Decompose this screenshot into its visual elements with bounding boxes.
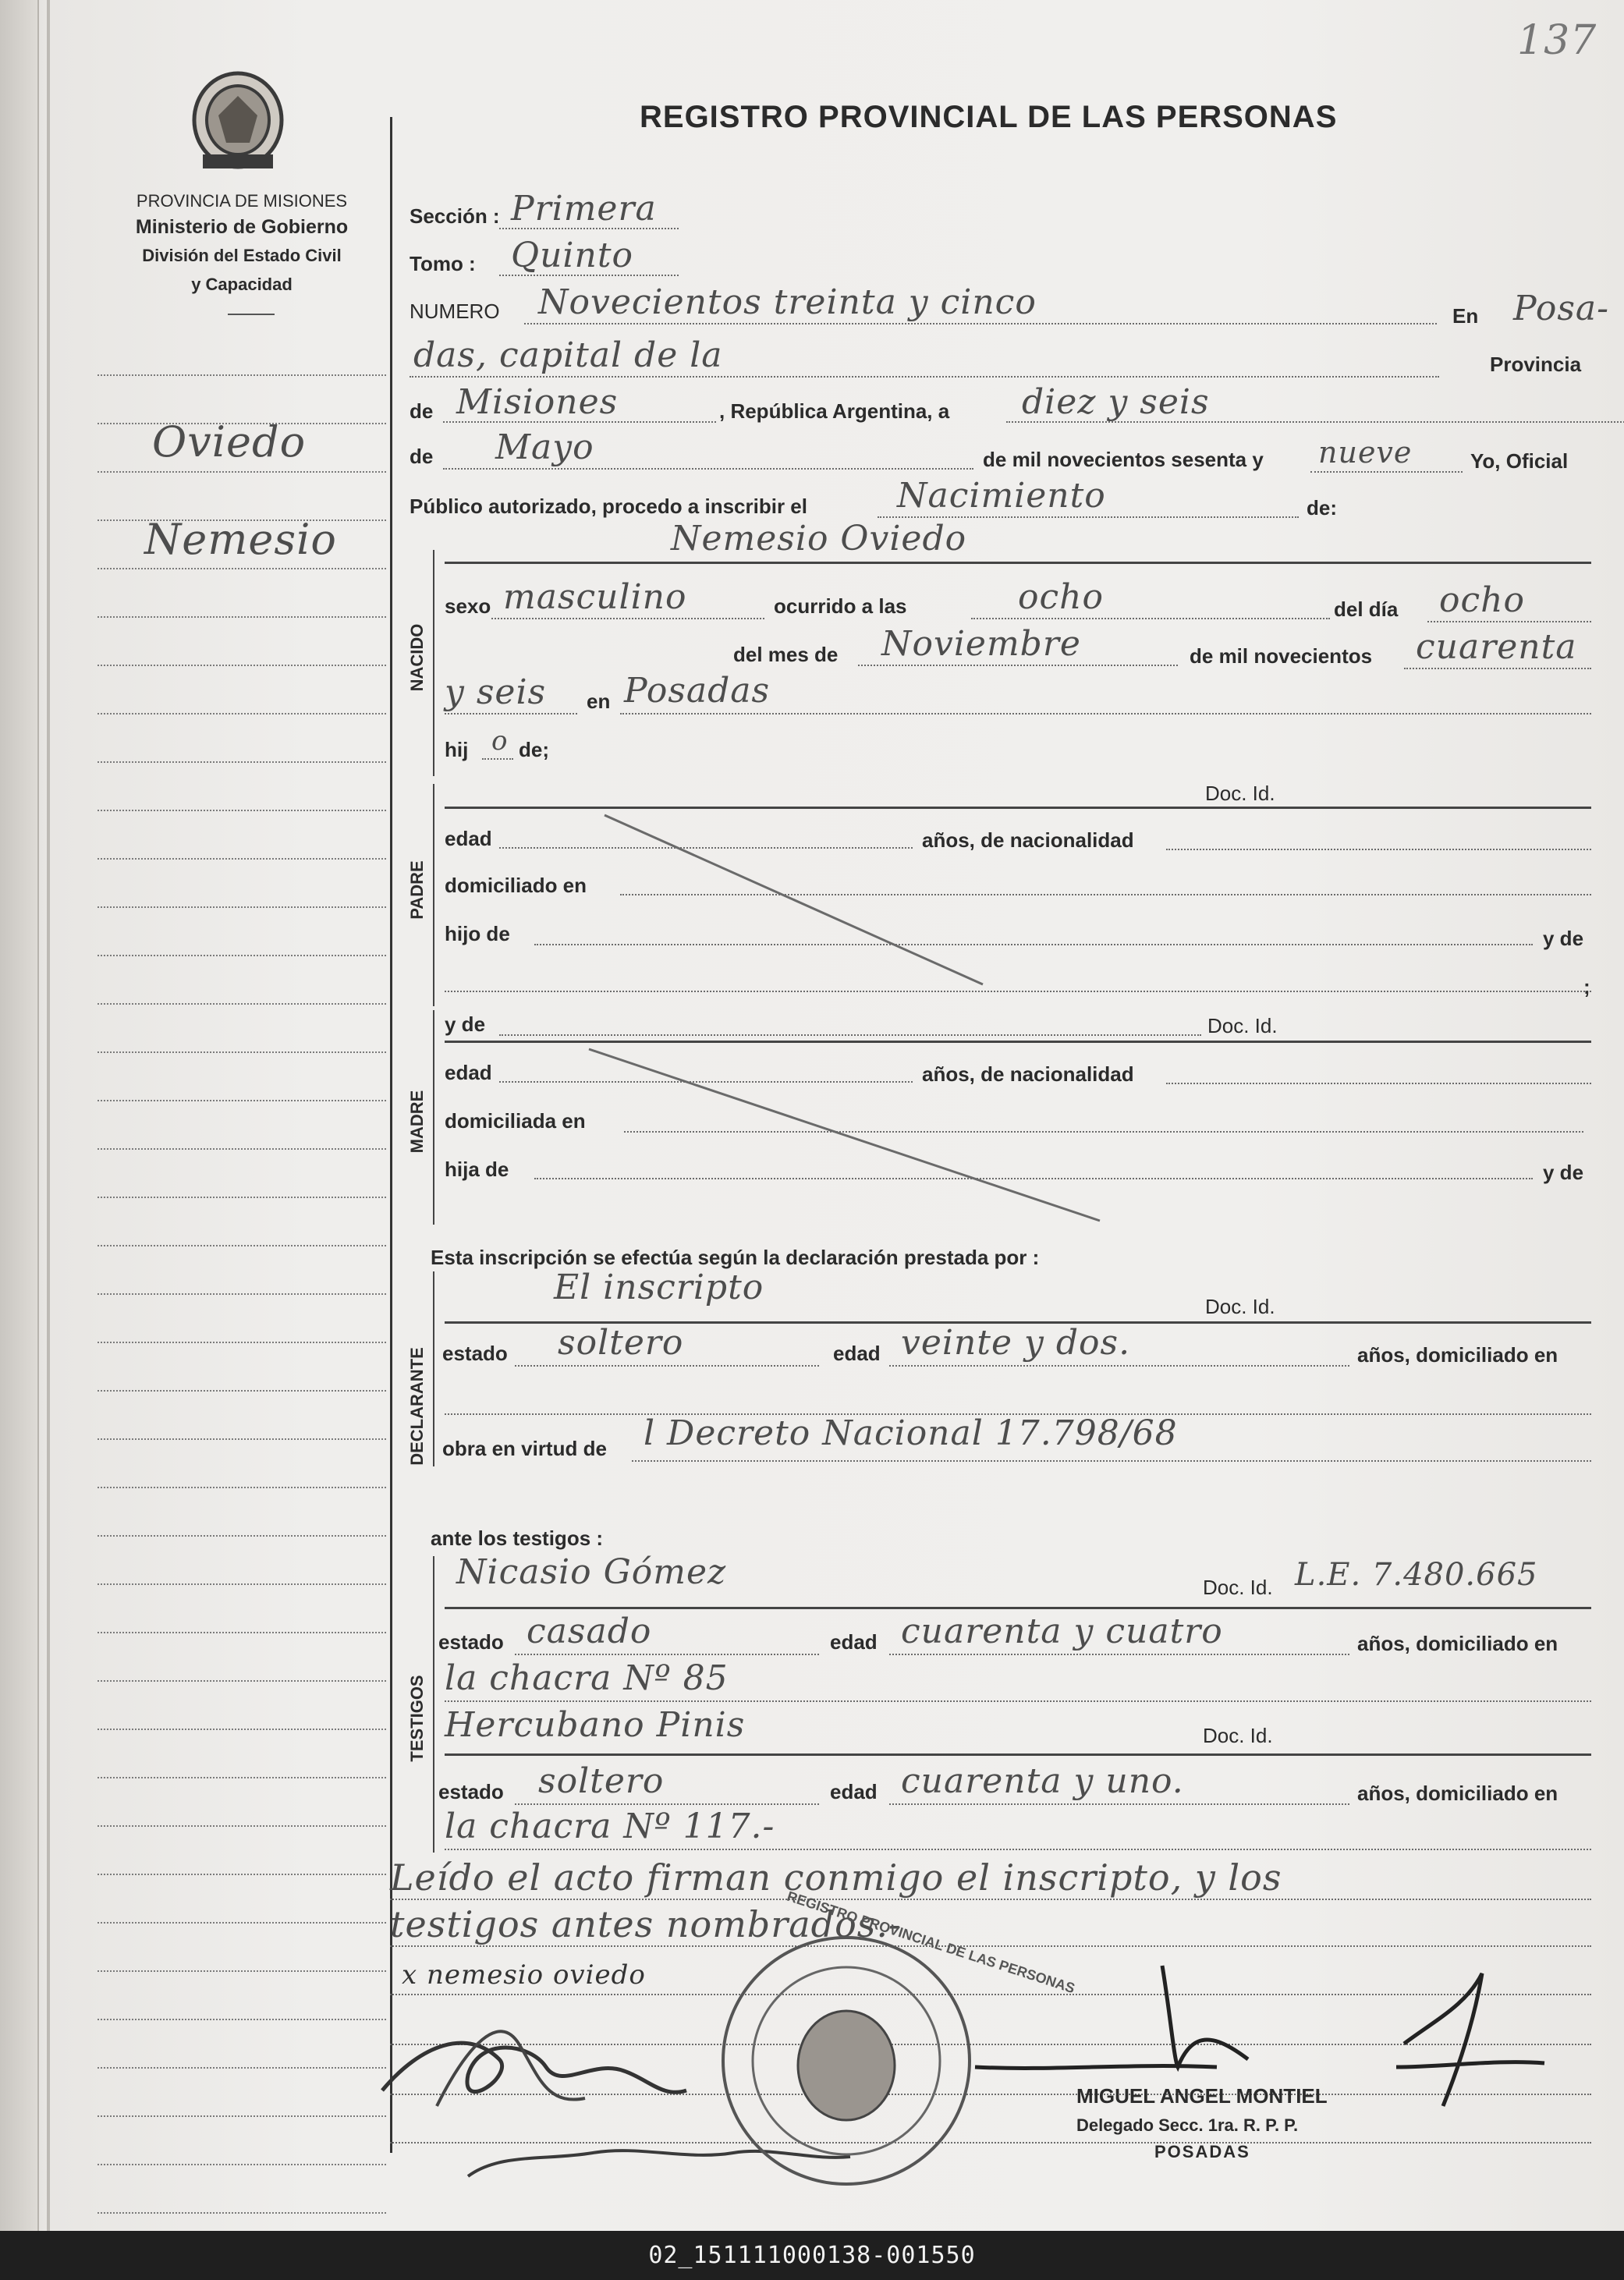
testigos-intro: ante los testigos :: [431, 1527, 604, 1550]
padre-edad-label: edad: [445, 827, 492, 850]
madre-domicilio-label: domiciliada en: [445, 1109, 586, 1133]
nacido-day-value: ocho: [1439, 580, 1525, 620]
de3-label: de:: [1307, 496, 1337, 519]
nacido-place-value: Posadas: [624, 671, 771, 711]
republica-label: , República Argentina, a: [719, 399, 950, 423]
official-title: Delegado Secc. 1ra. R. P. P.: [1076, 2115, 1299, 2135]
official-name: MIGUEL ANGEL MONTIEL: [1076, 2084, 1328, 2108]
nacido-name: Nemesio Oviedo: [671, 519, 967, 558]
hij-de-label: de;: [519, 738, 549, 761]
madre-label: MADRE: [407, 1090, 427, 1154]
closing-line-2: testigos antes nombrados.-: [390, 1903, 902, 1945]
witness2-edad-label: edad: [830, 1780, 878, 1803]
witness1-edad-label: edad: [830, 1630, 878, 1654]
testigos-label: TESTIGOS: [407, 1675, 427, 1762]
ministry-heading: Ministerio de Gobierno: [135, 216, 349, 238]
division-heading: División del Estado Civil: [142, 246, 342, 265]
nacido-label: NACIDO: [407, 623, 427, 692]
witness2-doc-label: Doc. Id.: [1203, 1724, 1273, 1747]
image-id-bar: 02_151111000138-001550: [0, 2231, 1624, 2280]
nacido-year-value-2: y seis: [445, 672, 547, 712]
padre-hijo-label: hijo de: [445, 922, 510, 945]
en-place-label: en: [587, 690, 611, 713]
declarante-estado-value: soltero: [558, 1323, 684, 1363]
seccion-value: Primera: [511, 189, 657, 229]
numero-label: NUMERO: [410, 300, 500, 323]
padre-y-de-label: y de: [1543, 927, 1584, 950]
witness2-estado-value: soltero: [538, 1761, 665, 1801]
madre-hija-label: hija de: [445, 1158, 509, 1181]
ocurrido-label: ocurrido a las: [774, 594, 907, 618]
obra-label: obra en virtud de: [442, 1437, 607, 1460]
declarante-name: El inscripto: [554, 1268, 764, 1307]
margin-surname: Oviedo: [152, 417, 307, 466]
witness1-name: Nicasio Gómez: [456, 1552, 727, 1592]
padre-semicolon: ;: [1583, 975, 1590, 998]
stamp-text: REGISTRO PROVINCIAL DE LAS PERSONAS: [785, 1888, 1077, 1997]
del-dia-label: del día: [1334, 597, 1399, 621]
de-mil-label: de mil novecientos: [1190, 644, 1373, 668]
padre-domicilio-label: domiciliado en: [445, 874, 587, 897]
signature-note: x nemesio oviedo: [402, 1959, 646, 1991]
yo-oficial-label: Yo, Oficial: [1470, 449, 1569, 473]
publico-label: Público autorizado, procedo a inscribir el: [410, 495, 807, 518]
nacido-month-value: Noviembre: [881, 624, 1081, 664]
de2-label: de: [410, 445, 434, 468]
madre-nacionalidad-label: años, de nacionalidad: [922, 1062, 1134, 1086]
province-value: Misiones: [456, 382, 619, 422]
declarante-domicilio-label: años, domiciliado en: [1357, 1343, 1558, 1367]
sexo-label: sexo: [445, 594, 491, 618]
witness1-domicilio-label: años, domiciliado en: [1357, 1632, 1558, 1655]
witness1-domicilio-value: la chacra Nº 85: [445, 1658, 729, 1698]
hij-label: hij: [445, 738, 469, 761]
madre-y-de2-label: y de: [1543, 1161, 1584, 1184]
de-label: de: [410, 399, 434, 423]
margin-given-name: Nemesio: [144, 515, 337, 564]
obra-value: l Decreto Nacional 17.798/68: [644, 1413, 1178, 1453]
witness1-estado-value: casado: [527, 1612, 652, 1651]
madre-y-de-label: y de: [445, 1012, 486, 1036]
witness2-name: Hercubano Pinis: [445, 1705, 746, 1745]
tomo-label: Tomo :: [410, 252, 476, 275]
del-mes-label: del mes de: [733, 643, 839, 666]
day-value: diez y seis: [1022, 382, 1210, 422]
witness1-doc-label: Doc. Id.: [1203, 1576, 1273, 1599]
official-city: POSADAS: [1154, 2142, 1250, 2161]
page-number: 137: [1517, 17, 1597, 64]
witness1-estado-label: estado: [438, 1630, 504, 1654]
declarante-doc-label: Doc. Id.: [1205, 1295, 1275, 1318]
witness2-edad-value: cuarenta y uno.: [901, 1761, 1184, 1801]
month-value: Mayo: [495, 427, 594, 467]
declarante-edad-label: edad: [833, 1342, 881, 1365]
hour-value: ocho: [1018, 577, 1104, 617]
witness2-domicilio-label: años, domiciliado en: [1357, 1782, 1558, 1805]
seccion-label: Sección :: [410, 204, 500, 228]
witness1-doc-value: L.E. 7.480.665: [1295, 1557, 1538, 1593]
hij-suffix: o: [491, 725, 509, 757]
madre-edad-label: edad: [445, 1061, 492, 1084]
tomo-value: Quinto: [511, 236, 633, 275]
witness2-domicilio-value: la chacra Nº 117.-: [445, 1807, 775, 1846]
padre-doc-label: Doc. Id.: [1205, 782, 1275, 805]
madre-doc-label: Doc. Id.: [1207, 1014, 1278, 1037]
closing-line-1: Leído el acto firman conmigo el inscripto, y los: [390, 1856, 1282, 1899]
city-value: das, capital de la: [413, 335, 723, 375]
witness1-edad-value: cuarenta y cuatro: [901, 1612, 1223, 1651]
declarante-label: DECLARANTE: [407, 1347, 427, 1466]
year-label: de mil novecientos sesenta y: [983, 448, 1264, 471]
witness2-estado-label: estado: [438, 1780, 504, 1803]
act-value: Nacimiento: [897, 476, 1106, 516]
capacity-heading: y Capacidad: [191, 275, 293, 294]
province-heading: PROVINCIA DE MISIONES: [136, 191, 348, 211]
padre-label: PADRE: [407, 860, 427, 920]
padre-nacionalidad-label: años, de nacionalidad: [922, 828, 1134, 852]
year-value: nueve: [1318, 435, 1413, 470]
page-title: REGISTRO PROVINCIAL DE LAS PERSONAS: [640, 100, 1338, 134]
en-label: En: [1452, 304, 1479, 328]
sexo-value: masculino: [503, 577, 687, 617]
declarante-edad-value: veinte y dos.: [901, 1323, 1131, 1363]
declarante-estado-label: estado: [442, 1342, 508, 1365]
declarante-intro: Esta inscripción se efectúa según la declaración prestada por :: [431, 1246, 1040, 1269]
provincia-label: Provincia: [1490, 353, 1582, 376]
en-value: Posa-: [1513, 289, 1609, 328]
nacido-year-value: cuarenta: [1416, 627, 1577, 667]
numero-value: Novecientos treinta y cinco: [538, 282, 1037, 322]
